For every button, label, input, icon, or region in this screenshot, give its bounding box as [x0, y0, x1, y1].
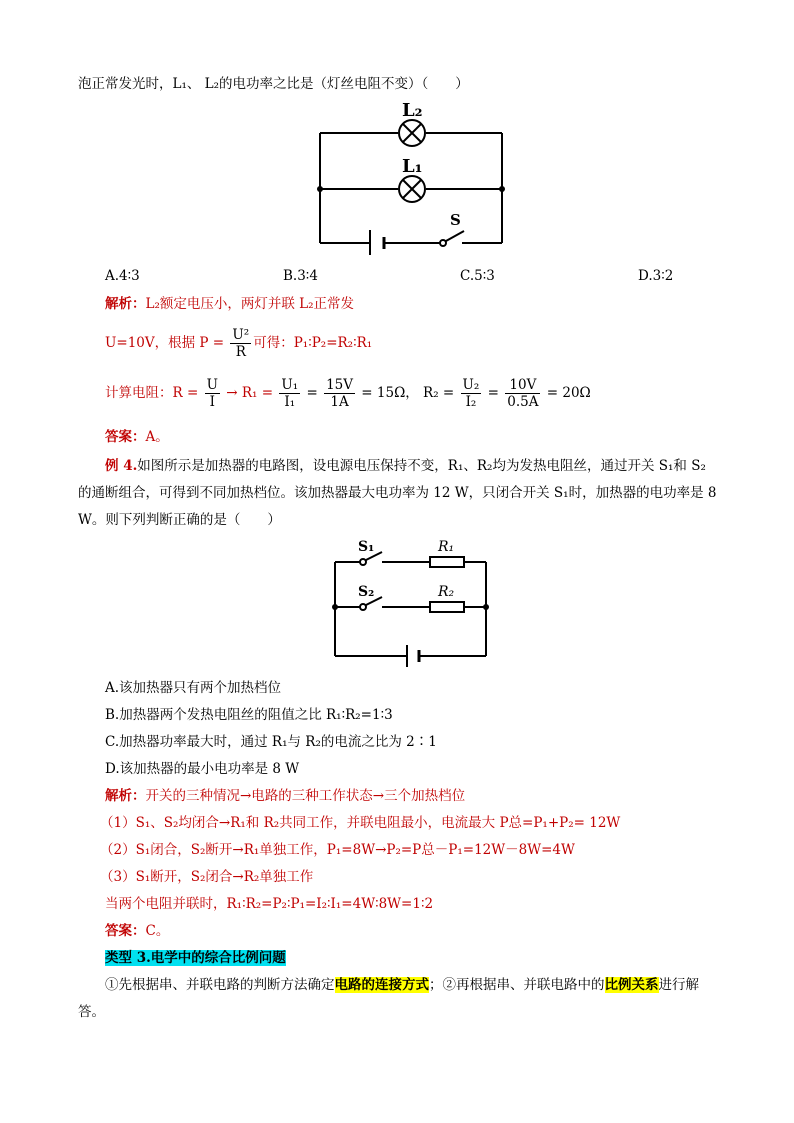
example-label: 例 4.	[105, 458, 138, 474]
label-s1: S₁	[358, 539, 375, 555]
option-d-4: D.该加热器的最小电功率是 8 W	[105, 761, 300, 777]
circuit-diagram-2	[320, 535, 500, 670]
option-a: A.4∶3	[105, 268, 140, 284]
type-3-text-2: 答。	[78, 1004, 105, 1020]
example-4-stem-2: 的通断组合，可得到不同加热档位。该加热器最大电功率为 12 W，只闭合开关 S₁时，加热器的电功率是 8	[78, 485, 717, 501]
resistor-r2	[430, 602, 464, 612]
answer-4-line: 答案：C。	[105, 923, 170, 939]
calculation-line: 计算电阻：R = $\frac{U}{I}$ → R₁ = $\frac{\text{U₁}}{\text{I₁}}$ = $\frac{15V}{1A}$ = 15Ω， R₂ = $\frac{\text{U₂}}{\text{I₂}}$ = $\frac{10V}{0.5A}$ = 20Ω	[105, 377, 591, 410]
lamp-l1	[399, 176, 425, 202]
option-c-4: C.加热器功率最大时，通过 R₁与 R₂的电流之比为 2∶1	[105, 734, 437, 750]
label-s: S	[450, 211, 461, 229]
option-b: B.3∶4	[283, 268, 318, 284]
analysis-4-line-4: 当两个电阻并联时，R₁∶R₂=P₂∶P₁=I₂∶I₁=4W∶8W=1∶2	[105, 896, 434, 912]
switch-s	[440, 231, 464, 246]
label-r1: R₁	[438, 539, 455, 555]
type-title: 电学中的综合比例问题	[150, 950, 286, 966]
fraction-power: $\frac{\text{U²}}{R}$	[232, 327, 250, 360]
label-l2: L₂	[402, 100, 423, 121]
analysis-4-line-0: 解析：开关的三种情况→电路的三种工作状态→三个加热档位	[105, 788, 466, 804]
analysis-label: 解析：	[105, 296, 146, 312]
highlight-ratio: 比例关系	[604, 977, 659, 993]
type-3-text-1: ①先根据串、并联电路的判断方法确定电路的连接方式；②再根据串、并联电路中的比例关系进行解	[105, 977, 699, 993]
circuit-diagram-1	[300, 100, 520, 255]
type-3-heading	[105, 948, 286, 968]
label-s2: S₂	[358, 584, 375, 600]
answer-line: 答案：A。	[105, 429, 169, 445]
option-c: C.5∶3	[460, 268, 495, 284]
example-4-stem-3: W。则下列判断正确的是（ ）	[78, 512, 281, 528]
highlight-connection: 电路的连接方式	[334, 977, 429, 993]
question-stem: 泡正常发光时，L₁、 L₂的电功率之比是（灯丝电阻不变）（ ）	[78, 76, 469, 92]
analysis-line-1: 解析：L₂额定电压小，两灯并联 L₂正常发	[105, 296, 355, 312]
analysis-4-line-3: （3）S₁断开，S₂闭合→R₂单独工作	[100, 869, 314, 885]
option-b-4: B.加热器两个发热电阻丝的阻值之比 R₁∶R₂=1∶3	[105, 707, 393, 723]
resistor-r1	[430, 557, 464, 567]
example-4-stem-1: 例 4.如图所示是加热器的电路图，设电源电压保持不变，R₁、R₂均为发热电阻丝，通过开关 S₁和 S₂	[105, 458, 706, 474]
battery-icon	[370, 230, 384, 255]
label-r2: R₂	[438, 584, 455, 600]
option-d: D.3∶2	[638, 268, 674, 284]
analysis-4-line-2: （2）S₁闭合，S₂断开→R₁单独工作，P₁=8W→P₂=P总－P₁=12W－8W=4W	[100, 842, 575, 858]
analysis-line-2: U=10V，根据 P = $\frac{\text{U²}}{R}$ 可得：P₁∶P₂=R₂∶R₁	[105, 327, 373, 360]
analysis-4-line-1: （1）S₁、S₂均闭合→R₁和 R₂共同工作，并联电阻最小，电流最大 P总=P₁+P₂= 12W	[100, 815, 621, 831]
lamp-l2	[399, 120, 425, 146]
label-l1: L₁	[402, 156, 423, 177]
battery-icon-2	[407, 645, 419, 667]
option-a-4: A.该加热器只有两个加热档位	[105, 680, 282, 696]
type-tag: 类型 3.	[105, 950, 151, 966]
